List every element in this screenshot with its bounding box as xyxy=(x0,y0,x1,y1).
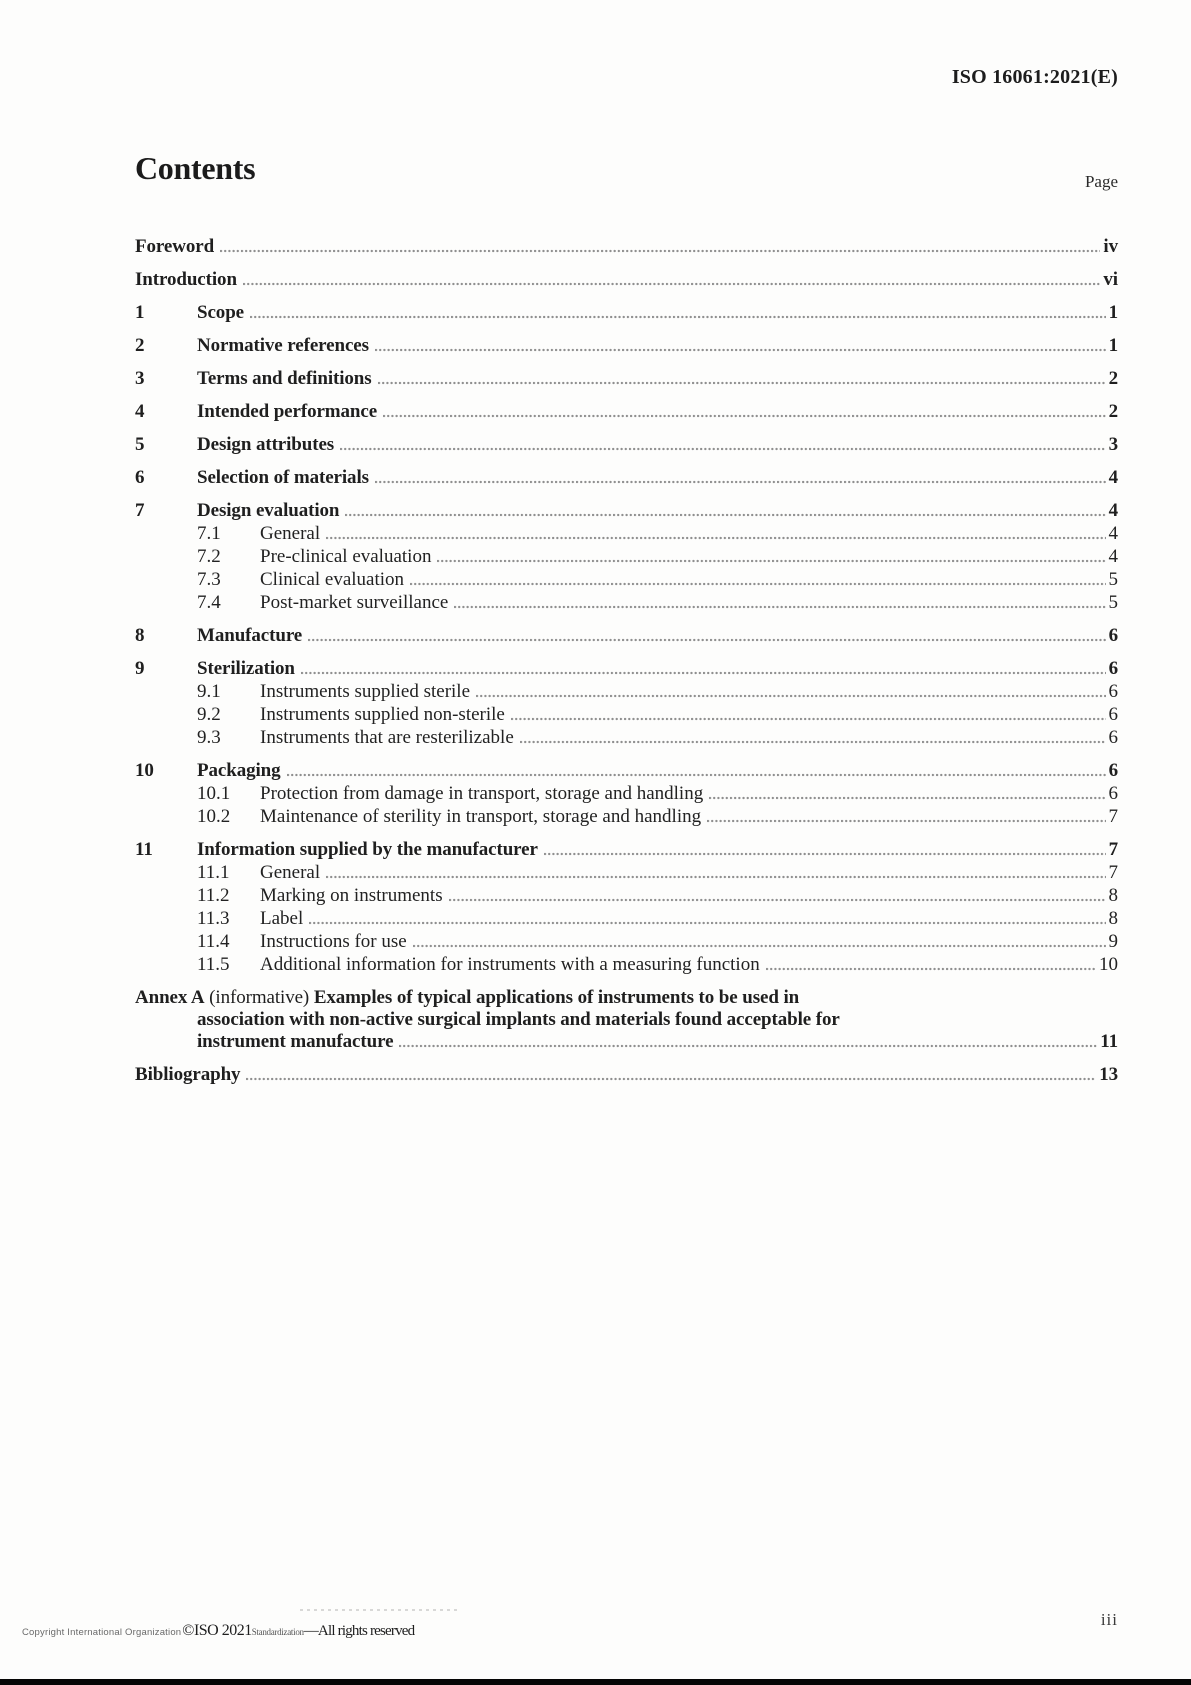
toc-entry-number: 7.4 xyxy=(197,592,221,613)
toc-entry-label: Terms and definitions xyxy=(197,368,372,389)
toc-entry-page: 7 xyxy=(1108,839,1118,860)
toc-entry-label: Normative references xyxy=(197,335,369,356)
dot-leader xyxy=(345,513,1105,519)
dot-leader xyxy=(301,671,1106,677)
copyright-standardization-text: Standardization xyxy=(251,1627,304,1637)
dot-leader xyxy=(709,796,1105,802)
annex-prefix: Annex A xyxy=(135,987,205,1008)
dot-leader xyxy=(378,381,1106,387)
toc-entry-number: 9.1 xyxy=(197,681,221,702)
toc-entry xyxy=(135,368,1118,390)
toc-entry-number: 10.2 xyxy=(197,806,231,827)
toc-entry-label: Information supplied by the manufacturer xyxy=(197,839,538,860)
toc-entry-number: 3 xyxy=(135,368,145,389)
dot-leader xyxy=(326,536,1105,542)
annex-title-part: Examples of typical applications of instruments to be used in xyxy=(313,987,800,1008)
toc-entry-page: vi xyxy=(1103,269,1118,290)
toc-entry-page: 4 xyxy=(1108,523,1118,544)
toc-entry xyxy=(135,681,1118,703)
toc-entry-label: Pre-clinical evaluation xyxy=(260,546,432,567)
toc-entry xyxy=(135,760,1118,782)
toc-entry-label: Instructions for use xyxy=(260,931,407,952)
toc-entry-annex xyxy=(135,987,1118,1053)
toc-entry-page: 6 xyxy=(1108,625,1118,646)
toc-entry-number: 7.1 xyxy=(197,523,221,544)
toc-entry xyxy=(135,302,1118,324)
table-of-contents xyxy=(135,225,1118,1086)
toc-entry xyxy=(135,592,1118,614)
toc-entry-number: 6 xyxy=(135,467,145,488)
dot-leader xyxy=(410,582,1105,588)
annex-line-1 xyxy=(135,987,1118,1009)
toc-entry-number: 11.2 xyxy=(197,885,230,906)
toc-entry-page: 8 xyxy=(1108,908,1118,929)
toc-entry-number: 2 xyxy=(135,335,145,356)
toc-entry-page: 5 xyxy=(1108,569,1118,590)
toc-entry-page: 2 xyxy=(1108,401,1118,422)
toc-entry-page: 3 xyxy=(1108,434,1118,455)
toc-entry-page: 2 xyxy=(1108,368,1118,389)
toc-entry-number: 7.3 xyxy=(197,569,221,590)
toc-entry-number: 11.5 xyxy=(197,954,230,975)
toc-entry-number: 7.2 xyxy=(197,546,221,567)
toc-entry-page: 4 xyxy=(1108,500,1118,521)
toc-entry xyxy=(135,839,1118,861)
toc-entry xyxy=(135,862,1118,884)
dot-leader xyxy=(454,605,1105,611)
dot-leader xyxy=(476,694,1105,700)
annex-title-part: instrument manufacture xyxy=(197,1031,394,1052)
toc-entry-label: Sterilization xyxy=(197,658,295,679)
toc-entry-page: 9 xyxy=(1108,931,1118,952)
dot-leader xyxy=(511,717,1106,723)
toc-entry xyxy=(135,658,1118,680)
toc-entry xyxy=(135,1064,1118,1086)
toc-entry-label: Manufacture xyxy=(197,625,303,646)
toc-entry xyxy=(135,783,1118,805)
dot-leader xyxy=(707,819,1105,825)
toc-entry-label: Protection from damage in transport, storage and handling xyxy=(260,783,704,804)
toc-entry xyxy=(135,908,1118,930)
scan-artifact xyxy=(300,1603,458,1612)
toc-entry-page: 7 xyxy=(1108,806,1118,827)
toc-entry-page: 6 xyxy=(1108,704,1118,725)
toc-entry-page: 8 xyxy=(1108,885,1118,906)
toc-entry-label: Instruments that are resterilizable xyxy=(260,727,514,748)
toc-entry xyxy=(135,931,1118,953)
toc-entry-page: 11 xyxy=(1100,1031,1118,1052)
toc-entry xyxy=(135,401,1118,423)
page-bottom-edge xyxy=(0,1679,1191,1685)
dot-leader xyxy=(246,1077,1096,1083)
toc-entry-number: 8 xyxy=(135,625,145,646)
toc-entry-page: iv xyxy=(1103,236,1118,257)
toc-entry-label: Instruments supplied sterile xyxy=(260,681,471,702)
annex-line-3 xyxy=(135,1031,1118,1053)
toc-entry-number: 5 xyxy=(135,434,145,455)
toc-entry xyxy=(135,954,1118,976)
toc-entry-label: Introduction xyxy=(135,269,237,290)
toc-entry-page: 1 xyxy=(1108,335,1118,356)
toc-entry-page: 4 xyxy=(1108,467,1118,488)
toc-entry-page: 6 xyxy=(1108,658,1118,679)
toc-entry-number: 1 xyxy=(135,302,145,323)
dot-leader xyxy=(308,638,1105,644)
dot-leader xyxy=(399,1044,1097,1050)
toc-entry-number: 11.3 xyxy=(197,908,230,929)
dot-leader xyxy=(375,348,1106,354)
toc-entry-number: 10 xyxy=(135,760,154,781)
toc-entry-label: Post-market surveillance xyxy=(260,592,449,613)
toc-entry-page: 13 xyxy=(1099,1064,1118,1085)
toc-entry-label: Label xyxy=(260,908,304,929)
dot-leader xyxy=(287,773,1106,779)
toc-entry-label: Packaging xyxy=(197,760,281,781)
dot-leader xyxy=(375,480,1106,486)
toc-entry xyxy=(135,727,1118,749)
dot-leader xyxy=(250,315,1106,321)
toc-entry-number: 7 xyxy=(135,500,145,521)
toc-entry-label: Clinical evaluation xyxy=(260,569,405,590)
toc-entry-number: 9.3 xyxy=(197,727,221,748)
toc-entry-label: Intended performance xyxy=(197,401,378,422)
toc-entry-label: Maintenance of sterility in transport, storage and handling xyxy=(260,806,702,827)
toc-entry-label: General xyxy=(260,862,321,883)
page-number: iii xyxy=(1100,1610,1118,1629)
toc-entry-label: Foreword xyxy=(135,236,215,257)
toc-entry-number: 9 xyxy=(135,658,145,679)
toc-entry xyxy=(135,569,1118,591)
dot-leader xyxy=(766,967,1096,973)
toc-entry-label: Scope xyxy=(197,302,245,323)
toc-entry-label: Additional information for instruments with a measuring function xyxy=(260,954,760,975)
toc-entry-label: Marking on instruments xyxy=(260,885,443,906)
dot-leader xyxy=(449,898,1106,904)
toc-entry xyxy=(135,546,1118,568)
toc-entry-label: Instruments supplied non-sterile xyxy=(260,704,505,725)
dot-leader xyxy=(243,282,1100,288)
toc-entry-label: Design evaluation xyxy=(197,500,340,521)
toc-entry-number: 10.1 xyxy=(197,783,231,804)
toc-entry-number: 9.2 xyxy=(197,704,221,725)
toc-entry xyxy=(135,335,1118,357)
toc-entry-label: Design attributes xyxy=(197,434,335,455)
dot-leader xyxy=(326,875,1105,881)
toc-entry-label: General xyxy=(260,523,321,544)
toc-entry-label: Selection of materials xyxy=(197,467,369,488)
toc-entry-label: Bibliography xyxy=(135,1064,241,1085)
annex-qualifier: (informative) xyxy=(204,987,314,1008)
toc-entry-page: 10 xyxy=(1099,954,1118,975)
contents-heading: Contents xyxy=(135,150,256,186)
toc-entry-number: 11.4 xyxy=(197,931,230,952)
toc-entry-page: 5 xyxy=(1108,592,1118,613)
copyright-notice xyxy=(22,1622,414,1640)
toc-entry-page: 4 xyxy=(1108,546,1118,567)
document-code: ISO 16061:2021(E) xyxy=(951,66,1118,88)
toc-entry xyxy=(135,434,1118,456)
copyright-iso-text: ©ISO 2021 xyxy=(182,1622,252,1639)
toc-entry xyxy=(135,885,1118,907)
dot-leader xyxy=(413,944,1106,950)
toc-entry-number: 4 xyxy=(135,401,145,422)
toc-entry-page: 6 xyxy=(1108,681,1118,702)
dot-leader xyxy=(309,921,1105,927)
dot-leader xyxy=(340,447,1105,453)
toc-entry xyxy=(135,806,1118,828)
toc-entry-page: 6 xyxy=(1108,727,1118,748)
page-column-label: Page xyxy=(1084,172,1118,191)
toc-entry xyxy=(135,236,1118,258)
toc-entry-page: 1 xyxy=(1108,302,1118,323)
toc-entry-page: 7 xyxy=(1108,862,1118,883)
toc-entry xyxy=(135,523,1118,545)
toc-entry xyxy=(135,625,1118,647)
dot-leader xyxy=(437,559,1105,565)
toc-entry xyxy=(135,269,1118,291)
copyright-watermark-text: Copyright International Organization xyxy=(22,1627,182,1638)
toc-entry xyxy=(135,500,1118,522)
toc-entry-number: 11.1 xyxy=(197,862,230,883)
annex-line-2: association with non-active surgical implants and materials found acceptable for xyxy=(197,1009,840,1030)
dot-leader xyxy=(220,249,1100,255)
toc-entry xyxy=(135,704,1118,726)
toc-entry-page: 6 xyxy=(1108,760,1118,781)
toc-entry-number: 11 xyxy=(135,839,153,860)
dot-leader xyxy=(383,414,1106,420)
toc-entry-page: 6 xyxy=(1108,783,1118,804)
toc-entry xyxy=(135,467,1118,489)
dot-leader xyxy=(544,852,1106,858)
copyright-rights-text: —All rights reserved xyxy=(303,1623,415,1639)
dot-leader xyxy=(520,740,1106,746)
